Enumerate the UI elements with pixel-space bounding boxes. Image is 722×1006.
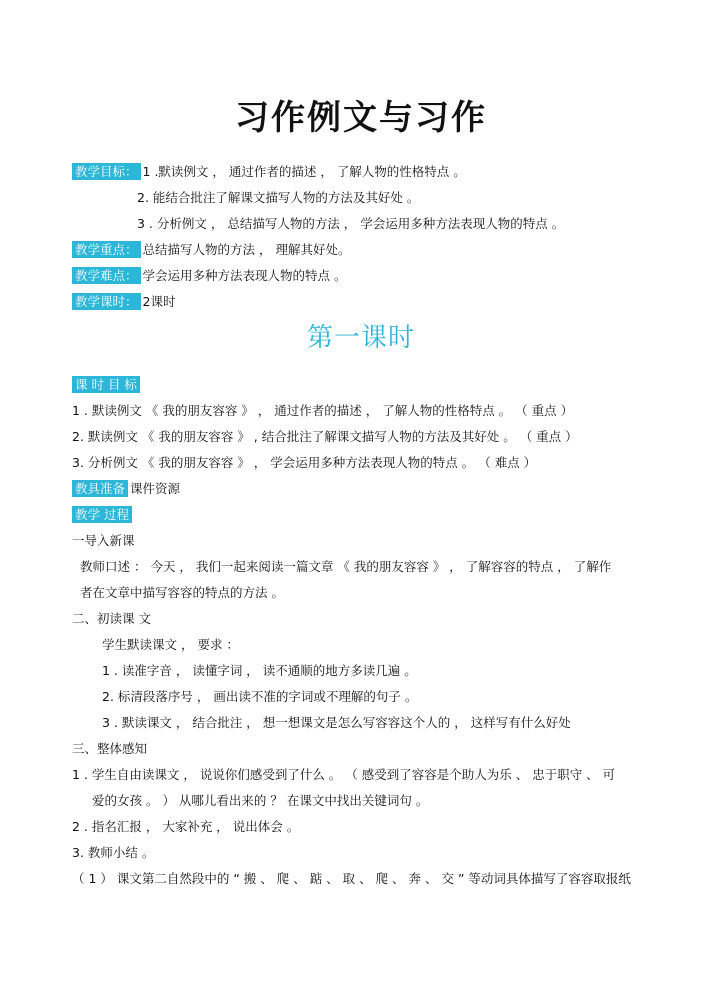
hours-tag: 教学课时： [72,293,141,310]
process-tag: 教学 过程 [72,506,132,523]
difficulty-text: 学会运用多种方法表现人物的特点 。 [142,268,347,283]
section-3-line-3: 2 . 指名汇报 ， 大家补充 ， 说出体会 。 [72,819,300,834]
key-point-row [72,241,350,259]
difficulty-tag: 教学难点： [72,267,141,284]
lesson-title: 第一课时 [306,323,415,353]
section-3-line-5: （ 1 ） 课文第二自然段中的 “ 搬 、 爬 、 踮 、 取 、 爬 、 奔 、 交 ” 等动词具体描写了容容取报纸 [72,871,631,886]
tools-tag: 教具准备 [72,480,128,497]
objectives-row [72,163,466,181]
section-3-line-2: 爱的女孩 。 ） 从哪儿看出来的 ？ 在课文中找出关键词句 。 [92,793,429,808]
section-2-item-1: 1 . 读准字音 ， 读懂字词 ， 读不通顺的地方多读几遍 。 [102,663,417,678]
page-title: 习作例文与习作 [235,98,487,138]
section-2-item-2: 2. 标清段落序号 ， 画出读不准的字词或不理解的句子 。 [102,689,418,704]
section-3-heading: 三、整体感知 [72,741,148,756]
section-1-line-1: 教师口述 ： 今天 ， 我们一起来阅读一篇文章 《 我的朋友容容 》 ， 了解容容的特点 ， 了解作 [80,559,612,574]
lesson-goal-2: 2. 默读例文 《 我的朋友容容 》 , 结合批注了解课文描写人物的方法及其好处 。 （ 重点 ） [72,429,578,444]
lesson-goals-tag: 课 时 目 标 [72,376,140,393]
lesson-goal-1: 1 . 默读例文 《 我的朋友容容 》 ， 通过作者的描述 ， 了解人物的性格特点 。 （ 重点 ） [72,403,574,418]
section-3-line-1: 1 . 学生自由读课文 ， 说说你们感受到了什么 。 （ 感受到了容容是个助人为乐 、 忠于职守 、 可 [72,767,616,782]
section-1-heading: 一导入新课 [72,533,135,548]
lesson-goal-3: 3. 分析例文 《 我的朋友容容 》 ， 学会运用多种方法表现人物的特点 。 （ 难点 ） [72,455,537,470]
section-3-line-4: 3. 教师小结 。 [72,845,155,860]
hours-row [72,293,175,311]
tools-text: 课件资源 [130,481,181,496]
section-2-item-3: 3 . 默读课文 ， 结合批注 ， 想一想课文是怎么写容容这个人的 ， 这样写有什么好处 [102,715,571,730]
objectives-tag: 教学目标： [72,163,141,180]
lesson-goals-header [72,376,142,394]
process-header [72,506,134,524]
key-point-text: 总结描写人物的方法 ， 理解其好处。 [142,242,351,257]
objective-item-2: 2. 能结合批注了解课文描写人物的方法及其好处 。 [137,190,420,205]
tools-row [72,480,180,498]
key-point-tag: 教学重点： [72,241,141,258]
objective-item-1: 1 .默读例文 ， 通过作者的描述 ， 了解人物的性格特点 。 [142,164,466,179]
section-1-line-2: 者在文章中描写容容的特点的方法 。 [80,585,284,600]
objective-item-3: 3 . 分析例文 ， 总结描写人物的方法 ， 学会运用多种方法表现人物的特点 。 [137,216,565,231]
hours-text: 2课时 [142,294,176,309]
difficulty-row [72,267,347,285]
section-2-intro: 学生默读课文 ， 要求 ： [102,637,239,652]
section-2-heading: 二、初读课 文 [72,611,151,626]
